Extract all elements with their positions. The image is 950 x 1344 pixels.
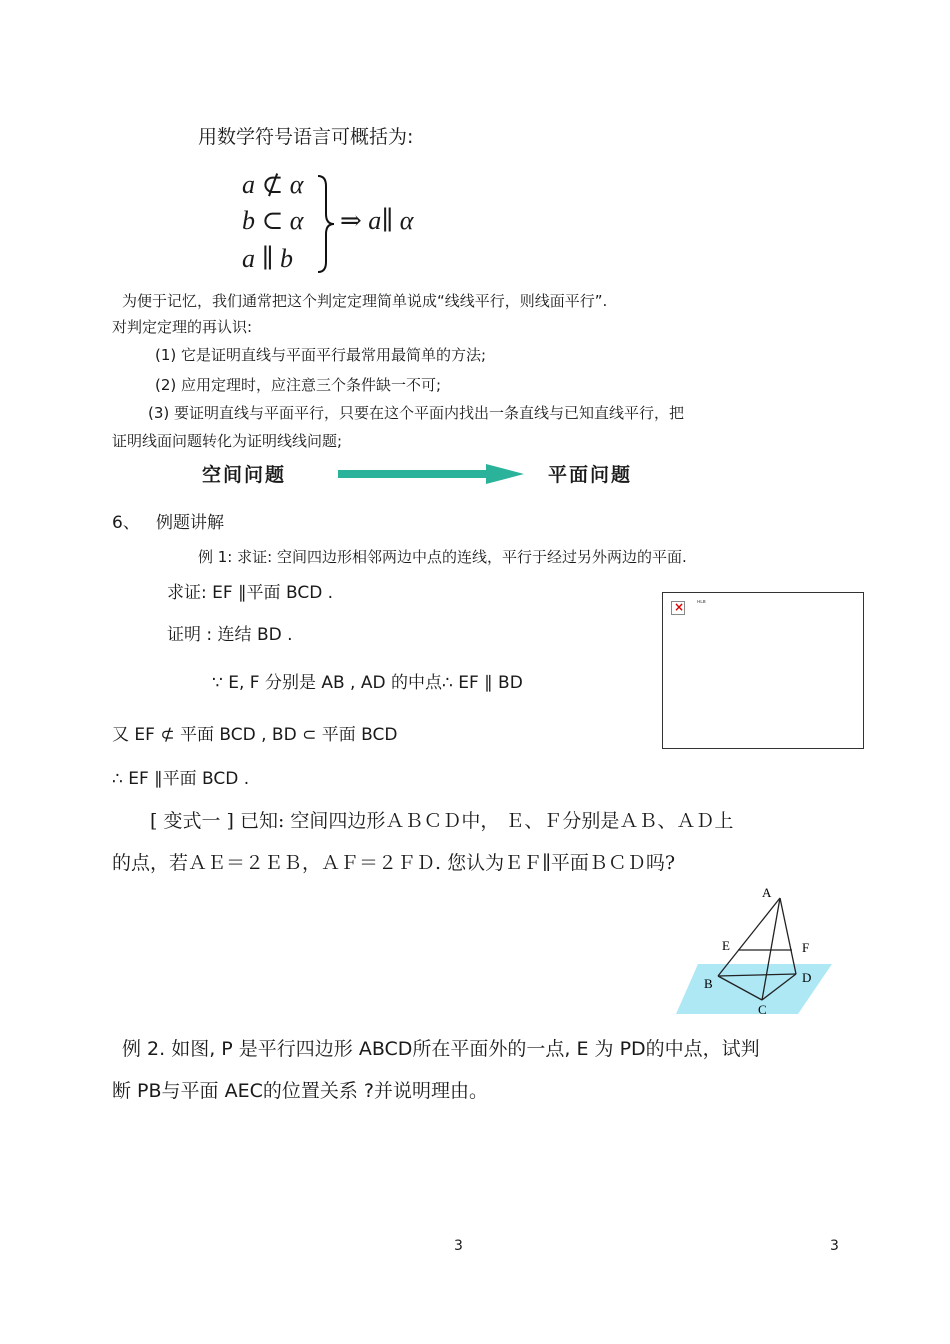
label-A: A: [762, 885, 772, 900]
reknow-title: 对判定定理的再认识:: [112, 318, 253, 336]
space-problem-label: 空间问题: [202, 464, 287, 486]
point-1: (1) 它是证明直线与平面平行最常用最简单的方法;: [155, 346, 487, 364]
memory-note: 为便于记忆，我们通常把这个判定定理简单说成“线线平行，则线面平行”.: [122, 292, 608, 310]
plane-problem-label: 平面问题: [548, 464, 633, 486]
variant-line-2: 的点，若ＡＥ＝２ＥＢ，ＡＦ＝２ＦＤ. 您认为ＥＦ∥平面ＢＣＤ吗?: [112, 852, 676, 874]
right-brace: [316, 174, 336, 274]
variant-line-1: [ 变式一 ] 已知: 空间四边形ＡＢＣＤ中， Ｅ、Ｆ分别是ＡＢ、ＡＤ上: [150, 810, 734, 832]
page-number-center: 3: [454, 1238, 463, 1254]
broken-image-caption: ʜʟʙ: [697, 599, 706, 605]
label-F: F: [802, 940, 810, 955]
label-D: D: [802, 970, 812, 985]
point-3: (3) 要证明直线与平面平行，只要在这个平面内找出一条直线与已知直线平行，把: [148, 404, 685, 422]
formula-block: [236, 168, 456, 278]
formula-line-1: a ⊄ α: [242, 170, 304, 199]
section-number: 6、: [112, 513, 140, 533]
edge-AD: [780, 898, 796, 974]
formula-line-3: a ∥ b: [242, 244, 294, 273]
example1-goal: 求证: EF ∥平面 BCD .: [167, 583, 334, 603]
label-C: C: [758, 1002, 767, 1017]
transform-arrow-icon: [338, 464, 528, 484]
example1-step3: ∴ EF ∥平面 BCD .: [112, 769, 250, 789]
example2-line-1: 例 2. 如图, P 是平行四边形 ABCD所在平面外的一点, E 为 PD的中点，试判: [122, 1038, 760, 1060]
tetrahedron-figure: [670, 880, 840, 1020]
label-E: E: [722, 938, 730, 953]
point-3-continued: 证明线面问题转化为证明线线问题;: [112, 432, 343, 450]
example2-line-2: 断 PB与平面 AEC的位置关系 ?并说明理由。: [112, 1080, 488, 1102]
summary-text: 用数学符号语言可概括为:: [198, 126, 414, 148]
formula-line-2: b ⊂ α: [242, 206, 304, 235]
page-number-right: 3: [830, 1238, 839, 1254]
formula-conclusion: ⇒ a∥ α: [340, 206, 414, 235]
example1-statement: 例 1: 求证: 空间四边形相邻两边中点的连线，平行于经过另外两边的平面.: [198, 548, 687, 566]
example1-proof-intro: 证明 : 连结 BD .: [167, 625, 293, 645]
section-title: 例题讲解: [156, 513, 224, 533]
missing-image-frame: [662, 592, 864, 749]
example1-step1: ∵ E, F 分别是 AB , AD 的中点∴ EF ∥ BD: [212, 673, 523, 693]
example1-step2: 又 EF ⊄ 平面 BCD , BD ⊂ 平面 BCD: [112, 725, 398, 745]
broken-image-icon: ×: [671, 601, 685, 615]
label-B: B: [704, 976, 713, 991]
point-2: (2) 应用定理时，应注意三个条件缺一不可;: [155, 376, 442, 394]
